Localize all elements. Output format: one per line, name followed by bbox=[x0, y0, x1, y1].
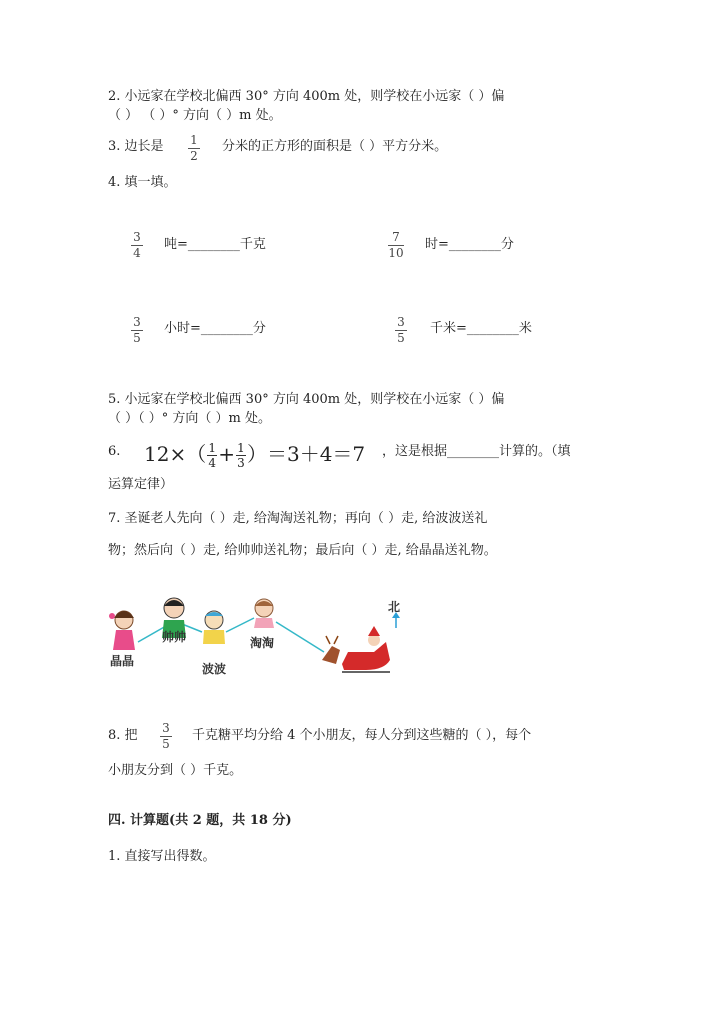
q4-item4-num: 3 bbox=[397, 315, 405, 329]
label-north: 北 bbox=[388, 600, 401, 614]
q4-item1-den: 4 bbox=[133, 246, 141, 260]
q6-frac1 bbox=[207, 442, 217, 469]
santa-sleigh-icon bbox=[322, 626, 390, 672]
q8-frac-den: 5 bbox=[162, 737, 170, 751]
bobo-figure-icon bbox=[203, 611, 225, 644]
q5-line1: 5. 小远家在学校北偏西 30° 方向 400m 处，则学校在小远家（ ）偏 bbox=[108, 392, 505, 407]
q7-line2: 物；然后向（ ）走, 给帅帅送礼物；最后向（ ）走, 给晶晶送礼物。 bbox=[108, 543, 497, 558]
q6-frac1-num: 1 bbox=[208, 441, 217, 455]
route-line bbox=[226, 618, 254, 632]
q4-item1-text: 吨=________千克 bbox=[164, 237, 266, 252]
q8-fraction bbox=[160, 722, 172, 751]
santa-route-illustration bbox=[104, 594, 404, 684]
section4-q1: 1. 直接写出得数。 bbox=[108, 849, 216, 864]
q4-item1-fraction bbox=[131, 231, 143, 260]
section4-title: 四. 计算题(共 2 题，共 18 分) bbox=[108, 813, 292, 828]
q4-item2-fraction bbox=[388, 231, 404, 260]
q4-item2-num: 7 bbox=[392, 230, 400, 244]
q4-item2-den: 10 bbox=[388, 246, 404, 260]
q7-line1: 7. 圣诞老人先向（ ）走, 给淘淘送礼物；再向（ ）走, 给波波送礼 bbox=[108, 511, 488, 526]
q6-frac1-den: 4 bbox=[208, 456, 217, 470]
q4-item2-text: 时=________分 bbox=[425, 237, 514, 252]
q2-line2: （ ） （ ）° 方向（ ）m 处。 bbox=[108, 108, 282, 123]
q6-expression bbox=[144, 438, 365, 469]
q8-frac-num: 3 bbox=[162, 721, 170, 735]
q6-tail: ，这是根据________计算的。（填 bbox=[382, 444, 571, 459]
q8-prefix: 8. 把 bbox=[108, 728, 138, 743]
q8-line2: 小朋友分到（ ）千克。 bbox=[108, 763, 243, 778]
q3-fraction bbox=[188, 134, 200, 163]
label-taotao: 淘淘 bbox=[250, 636, 275, 650]
q3-frac-num: 1 bbox=[190, 133, 198, 147]
q3-frac-den: 2 bbox=[190, 149, 198, 163]
q6-frac2-num: 1 bbox=[237, 441, 245, 455]
q8-suffix: 千克糖平均分给 4 个小朋友，每人分到这些糖的（ ），每个 bbox=[192, 728, 532, 743]
label-shuaishuai: 帅帅 bbox=[162, 630, 187, 644]
q4-item4-text: 千米=________米 bbox=[430, 321, 532, 336]
label-jingjing: 晶晶 bbox=[110, 654, 135, 668]
q3-suffix: 分米的正方形的面积是（ ）平方分米。 bbox=[222, 139, 448, 154]
q4-item4-den: 5 bbox=[397, 331, 405, 345]
q6-number: 6. bbox=[108, 444, 121, 459]
q6-line2: 运算定律） bbox=[108, 477, 174, 492]
q6-expr-end: ）＝3＋4＝7 bbox=[246, 442, 366, 466]
q4-title: 4. 填一填。 bbox=[108, 175, 177, 190]
label-bobo: 波波 bbox=[202, 662, 227, 676]
taotao-figure-icon bbox=[254, 599, 274, 628]
q6-frac2 bbox=[236, 442, 246, 469]
q4-item3-fraction bbox=[131, 316, 143, 345]
q5-line2: （ ）（ ）° 方向（ ）m 处。 bbox=[108, 411, 271, 426]
q4-item4-fraction bbox=[395, 316, 407, 345]
q3-prefix: 3. 边长是 bbox=[108, 139, 164, 154]
q2-line1: 2. 小远家在学校北偏西 30° 方向 400m 处，则学校在小远家（ ）偏 bbox=[108, 89, 505, 104]
route-line bbox=[276, 622, 324, 652]
jingjing-figure-icon bbox=[109, 611, 135, 650]
q6-expr-start: 12×（ bbox=[144, 442, 207, 466]
q4-item3-num: 3 bbox=[133, 315, 141, 329]
q6-frac2-den: 3 bbox=[237, 456, 245, 470]
q6-plus: + bbox=[218, 442, 235, 466]
q4-item1-num: 3 bbox=[133, 230, 141, 244]
q4-item3-den: 5 bbox=[133, 331, 141, 345]
q4-item3-text: 小时=________分 bbox=[164, 321, 266, 336]
